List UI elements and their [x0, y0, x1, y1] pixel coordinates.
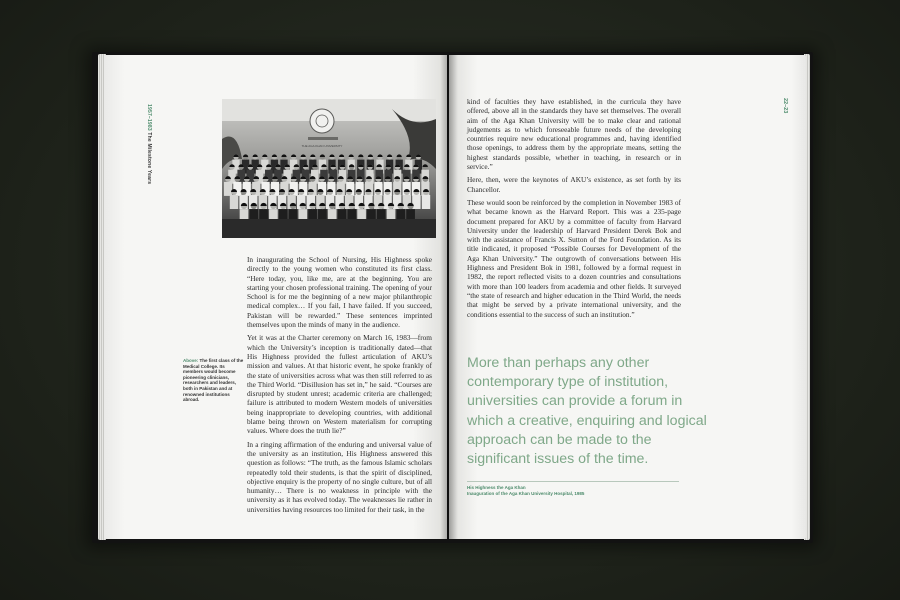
running-head: [146, 104, 152, 184]
page-folio: 22–23: [782, 98, 788, 114]
right-body-text: [467, 97, 681, 323]
attribution-source: Inauguration of the Aga Khan University Hospital, 1985: [467, 491, 585, 496]
left-paragraph-1: In inaugurating the School of Nursing, His Highness spoke directly to the young women who constituted its first class. “Here today, you, like me, are at the beginning. You are starting your chosen professional training. The opening of your School is for me the beginning of a new major philanthropic medical complex… If you fail, I have failed. If you succeed, Pakistan will be rewarded.” These sentences imprinted themselves upon the minds of many in the audience.: [247, 255, 432, 330]
pull-quote: More than perhaps any other contemporary type of institution, universities can provide a forum in which a creative, enquiring and logical approach can be made to the significant issues of the time.: [467, 355, 707, 468]
photo-caption: [183, 358, 245, 403]
left-paragraph-3: In a ringing affirmation of the enduring and universal value of the university as an institution, His Highness answered this question as follows: “The truth, as the famous Islamic scholars repeatedly told their students, is that the spirit of disciplined, objective enquiry is the property of no single culture, but of all humanity… There is no weakness in principle with the university as it has evolved today. The weaknesses lie rather in universities having resources too limited for their task, in the: [247, 439, 432, 514]
quote-attribution: [467, 485, 584, 497]
right-paragraph-1: kind of faculties they have established, in the curricula they have offered, above all in the standards they have set themselves. The overall aim of the Aga Khan University will be to make clear and rational judgements as to which foreseeable future needs of the developing countries require new educational programmes and, having identified those openings, to address them by the appropriate means, setting the highest standards possible, whether in teaching, in research or in service.”: [467, 97, 681, 172]
left-body-text: [247, 255, 432, 518]
caption-label: Above:: [183, 358, 199, 363]
book-gutter: [440, 55, 458, 539]
right-paragraph-3: These would soon be reinforced by the completion in November 1983 of what became known as the Harvard Report. This was a 235-page document prepared for AKU by a committee of faculty from Harvard University under the leadership of Harvard President Derek Bok and with the assistance of Francis X. Sutton of the Ford Foundation. As its title indicated, it proposed “Possible Courses for Development of the Aga Khan University.” The outgrowth of conversations between His Highness and President Bok in 1981, followed by a formal request in 1982, the report reflected visits to a dozen countries and consultations with more than 100 leaders from academia and other fields. It surveyed “the state of research and higher education in the Third World, the needs that might be served by a private international university, and the conditions essential to the success of such an institution.”: [467, 197, 681, 319]
running-head-title: The Milestone Years: [146, 132, 152, 185]
photo-figure-body: [230, 195, 238, 209]
right-paragraph-2: Here, then, were the keynotes of AKU’s existence, as set forth by its Chancellor.: [467, 175, 681, 194]
group-photo: [222, 99, 436, 238]
group-photo-image: [222, 99, 436, 238]
attribution-name: His Highness the Aga Khan: [467, 485, 526, 490]
caption-text: The first class of the Medical College. Its members would become pioneering clinicians, researchers and leaders, both in Pakistan and at renowned institutions abroad.: [183, 358, 244, 403]
attribution-rule: [467, 481, 679, 482]
photo-banner: THE AGA KHAN UNIVERSITY: [301, 144, 343, 148]
photo-figure-body: [422, 195, 430, 209]
photo-figure-body: [224, 182, 232, 196]
photo-floor: [222, 219, 436, 238]
left-paragraph-2: Yet it was at the Charter ceremony on March 16, 1983—from which the University’s inception is traditionally dated—that His Highness provided the fullest articulation of AKU’s mission and values. At that historic event, he spoke frankly of the state of universities across what was then still referred to as the Third World. “Disillusion has set in,” he said. “Courses are disrupted by student unrest; academic criteria are challenged; failure is attributed to modern Western models of universities being inappropriate to developing countries, with additional blame being thrown on Western materialism for corrupting values. Where does the truth lie?”: [247, 333, 432, 436]
running-head-years: 1957–1983: [146, 104, 152, 131]
